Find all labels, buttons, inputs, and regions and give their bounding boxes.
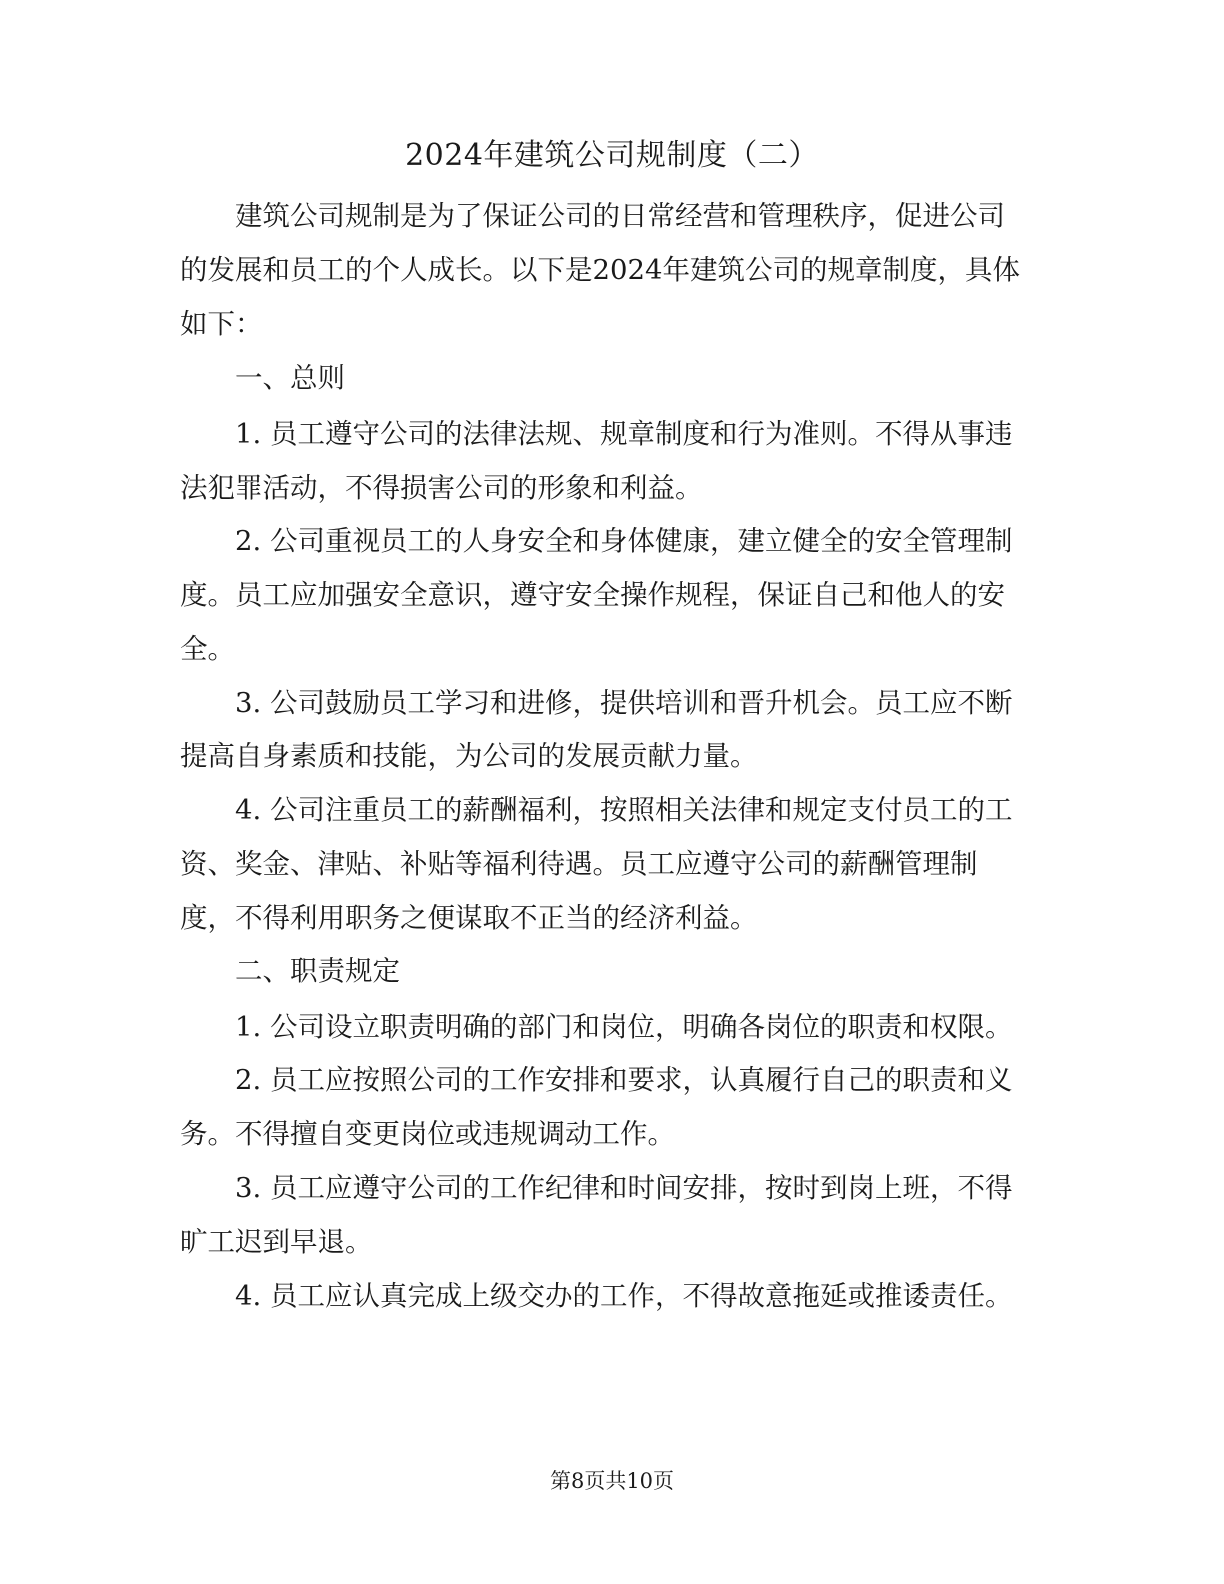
section-heading: 一、总则 [180, 362, 345, 394]
text-line: 3. 公司鼓励员工学习和进修，提供培训和晋升机会。员工应不断 [180, 687, 1013, 719]
section-heading: 二、职责规定 [180, 955, 400, 987]
text-line: 如下： [180, 308, 263, 340]
text-line: 度，不得利用职务之便谋取不正当的经济利益。 [180, 902, 758, 934]
document-title: 2024年建筑公司规制度（二） [405, 138, 819, 173]
text-line: 1. 员工遵守公司的法律法规、规章制度和行为准则。不得从事违 [180, 418, 1013, 450]
text-line: 资、奖金、津贴、补贴等福利待遇。员工应遵守公司的薪酬管理制 [180, 848, 978, 880]
text-line: 务。不得擅自变更岗位或违规调动工作。 [180, 1118, 675, 1150]
text-line: 3. 员工应遵守公司的工作纪律和时间安排，按时到岗上班，不得 [180, 1172, 1013, 1204]
text-line: 2. 员工应按照公司的工作安排和要求，认真履行自己的职责和义 [180, 1064, 1013, 1096]
text-line: 4. 员工应认真完成上级交办的工作，不得故意拖延或推诿责任。 [180, 1280, 1013, 1312]
text-line: 建筑公司规制是为了保证公司的日常经营和管理秩序，促进公司 [180, 200, 1005, 232]
text-line: 度。员工应加强安全意识，遵守安全操作规程，保证自己和他人的安 [180, 579, 1005, 611]
text-line: 的发展和员工的个人成长。以下是2024年建筑公司的规章制度，具体 [180, 254, 1020, 286]
text-line: 提高自身素质和技能，为公司的发展贡献力量。 [180, 740, 758, 772]
page-number: 第8页共10页 [549, 1469, 675, 1493]
text-line: 2. 公司重视员工的人身安全和身体健康，建立健全的安全管理制 [180, 525, 1013, 557]
text-line: 旷工迟到早退。 [180, 1226, 373, 1258]
text-line: 4. 公司注重员工的薪酬福利，按照相关法律和规定支付员工的工 [180, 794, 1013, 826]
text-line: 全。 [180, 633, 235, 665]
text-line: 1. 公司设立职责明确的部门和岗位，明确各岗位的职责和权限。 [180, 1011, 1013, 1043]
text-line: 法犯罪活动，不得损害公司的形象和利益。 [180, 472, 703, 504]
